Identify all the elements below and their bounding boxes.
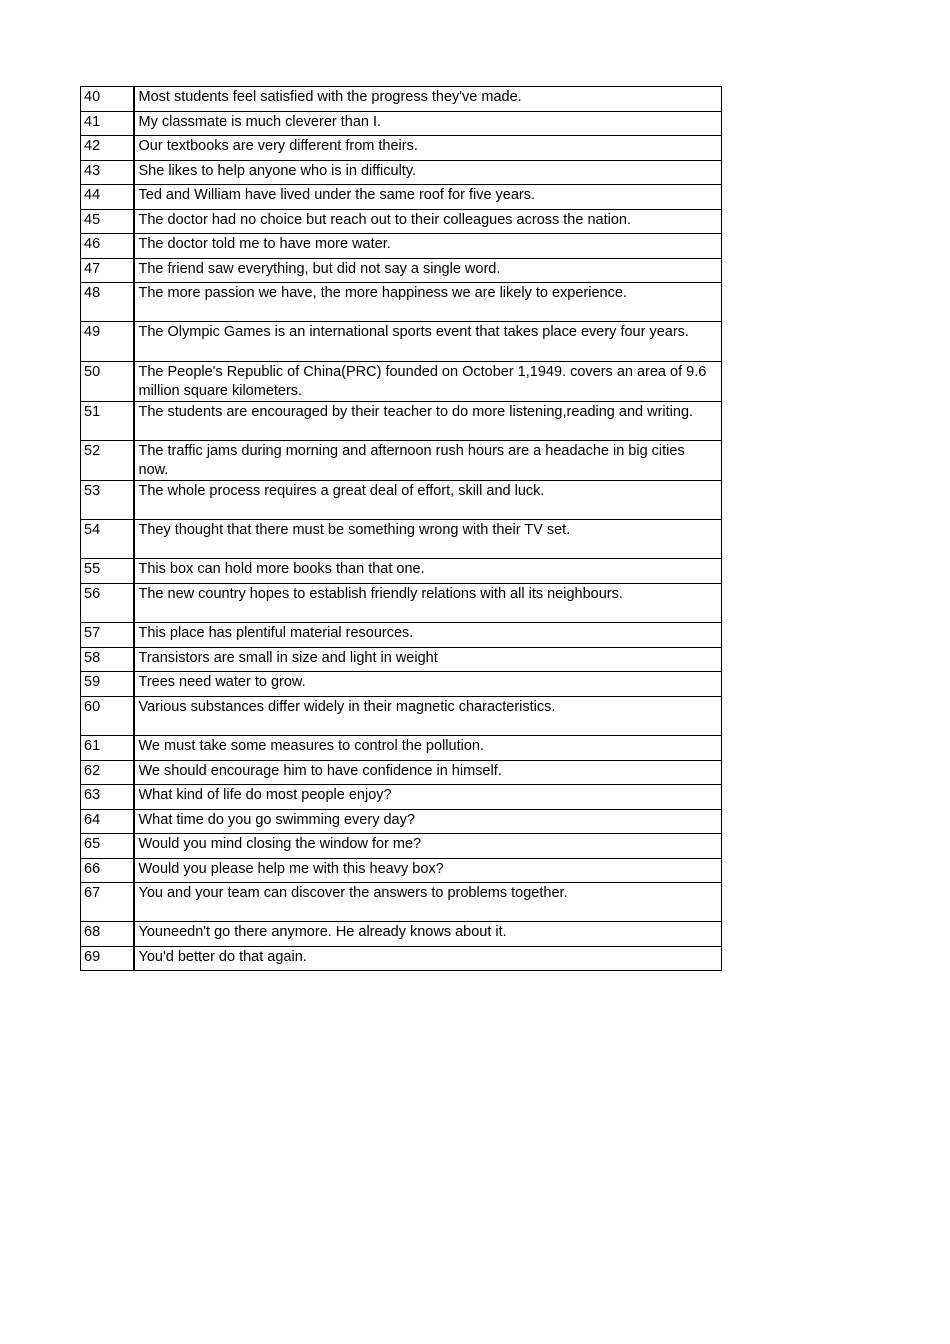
sentence-cell: You and your team can discover the answers to problems together. (134, 883, 722, 922)
table-row (81, 322, 722, 361)
table-row (81, 136, 722, 161)
row-number-cell: 67 (81, 883, 134, 922)
table-row (81, 401, 722, 440)
sentence-cell: What time do you go swimming every day? (134, 809, 722, 834)
row-number-cell: 69 (81, 946, 134, 971)
table-row (81, 440, 722, 480)
sentence-cell: Ted and William have lived under the same roof for five years. (134, 185, 722, 210)
row-number-cell: 48 (81, 283, 134, 322)
table-row (81, 480, 722, 519)
table-row (81, 883, 722, 922)
sentence-cell: We should encourage him to have confidence in himself. (134, 760, 722, 785)
table-row (81, 760, 722, 785)
row-number-cell: 59 (81, 672, 134, 697)
row-number-cell: 62 (81, 760, 134, 785)
row-number-cell: 40 (81, 87, 134, 112)
row-number-cell: 42 (81, 136, 134, 161)
row-number-cell: 55 (81, 559, 134, 584)
table-row (81, 361, 722, 401)
sentence-cell: The students are encouraged by their teacher to do more listening,reading and writing. (134, 401, 722, 440)
sentence-cell: She likes to help anyone who is in difficulty. (134, 160, 722, 185)
row-number-cell: 54 (81, 520, 134, 559)
table-row (81, 834, 722, 859)
row-number-cell: 60 (81, 696, 134, 735)
table-row (81, 809, 722, 834)
row-number-cell: 52 (81, 440, 134, 480)
sentence-cell: The new country hopes to establish friendly relations with all its neighbours. (134, 583, 722, 622)
sentence-cell: Transistors are small in size and light in weight (134, 647, 722, 672)
table-row (81, 946, 722, 971)
row-number-cell: 43 (81, 160, 134, 185)
table-row (81, 736, 722, 761)
table-row (81, 858, 722, 883)
row-number-cell: 68 (81, 922, 134, 947)
table-row (81, 283, 722, 322)
sentence-cell: Our textbooks are very different from theirs. (134, 136, 722, 161)
table-row (81, 520, 722, 559)
table-row (81, 185, 722, 210)
row-number-cell: 51 (81, 401, 134, 440)
sentence-cell: Trees need water to grow. (134, 672, 722, 697)
table-row (81, 583, 722, 622)
row-number-cell: 49 (81, 322, 134, 361)
table-row (81, 209, 722, 234)
table-row (81, 672, 722, 697)
table-row (81, 623, 722, 648)
sentence-cell: Youneedn't go there anymore. He already knows about it. (134, 922, 722, 947)
row-number-cell: 65 (81, 834, 134, 859)
row-number-cell: 41 (81, 111, 134, 136)
row-number-cell: 46 (81, 234, 134, 259)
table-row (81, 785, 722, 810)
row-number-cell: 66 (81, 858, 134, 883)
sentence-cell: Most students feel satisfied with the progress they've made. (134, 87, 722, 112)
sentence-cell: Would you please help me with this heavy box? (134, 858, 722, 883)
table-row (81, 647, 722, 672)
row-number-cell: 58 (81, 647, 134, 672)
row-number-cell: 61 (81, 736, 134, 761)
sentence-cell: Would you mind closing the window for me? (134, 834, 722, 859)
table-row (81, 234, 722, 259)
sentence-cell: The more passion we have, the more happiness we are likely to experience. (134, 283, 722, 322)
row-number-cell: 44 (81, 185, 134, 210)
sentence-cell: You'd better do that again. (134, 946, 722, 971)
sentence-cell: My classmate is much cleverer than I. (134, 111, 722, 136)
row-number-cell: 50 (81, 361, 134, 401)
sentence-cell: What kind of life do most people enjoy? (134, 785, 722, 810)
table-row (81, 559, 722, 584)
table-row (81, 696, 722, 735)
sentence-table (80, 86, 722, 971)
row-number-cell: 63 (81, 785, 134, 810)
table-row (81, 87, 722, 112)
sentence-cell: The friend saw everything, but did not say a single word. (134, 258, 722, 283)
sentence-cell: The doctor told me to have more water. (134, 234, 722, 259)
table-row (81, 111, 722, 136)
sentence-cell: This place has plentiful material resources. (134, 623, 722, 648)
row-number-cell: 47 (81, 258, 134, 283)
sentence-cell: The Olympic Games is an international sports event that takes place every four years. (134, 322, 722, 361)
row-number-cell: 64 (81, 809, 134, 834)
sentence-cell: This box can hold more books than that one. (134, 559, 722, 584)
row-number-cell: 57 (81, 623, 134, 648)
sentence-cell: The People's Republic of China(PRC) founded on October 1,1949. covers an area of 9.6 million square kilometers. (134, 361, 722, 401)
sentence-cell: Various substances differ widely in their magnetic characteristics. (134, 696, 722, 735)
sentence-table-body (81, 87, 722, 971)
sentence-cell: The traffic jams during morning and afternoon rush hours are a headache in big cities now. (134, 440, 722, 480)
sentence-cell: They thought that there must be something wrong with their TV set. (134, 520, 722, 559)
sentence-cell: We must take some measures to control the pollution. (134, 736, 722, 761)
row-number-cell: 53 (81, 480, 134, 519)
sentence-cell: The doctor had no choice but reach out to their colleagues across the nation. (134, 209, 722, 234)
table-row (81, 160, 722, 185)
row-number-cell: 45 (81, 209, 134, 234)
table-row (81, 922, 722, 947)
table-row (81, 258, 722, 283)
row-number-cell: 56 (81, 583, 134, 622)
sentence-cell: The whole process requires a great deal of effort, skill and luck. (134, 480, 722, 519)
